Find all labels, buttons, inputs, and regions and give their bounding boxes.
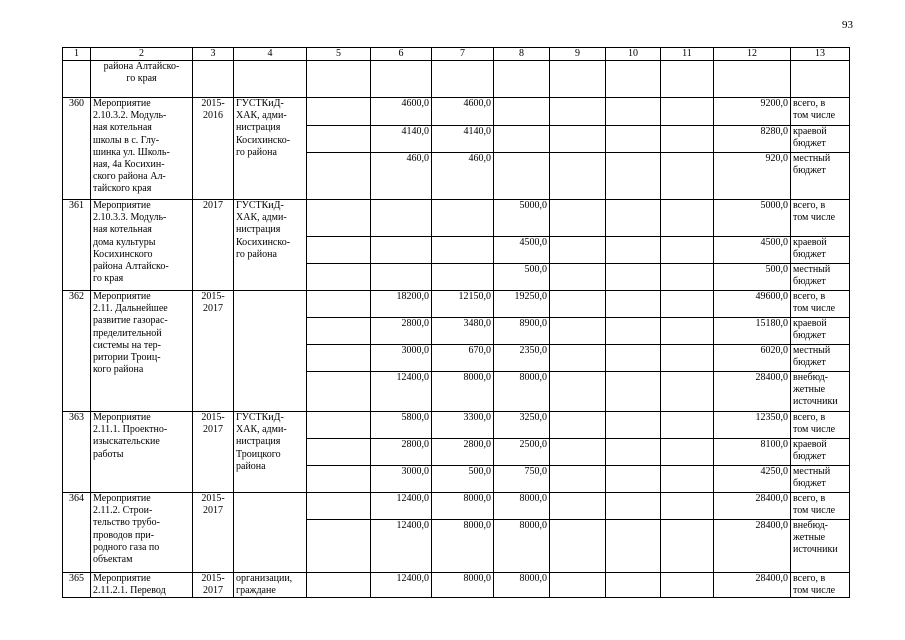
cell-col9 [550, 372, 606, 412]
cell-period: 2015- 2016 [193, 98, 234, 200]
column-header: 13 [791, 48, 850, 61]
cell-col11 [661, 98, 714, 126]
cell-period: 2015- 2017 [193, 412, 234, 493]
cell-col7 [432, 61, 494, 98]
cell-col5 [307, 345, 371, 372]
cell-col6: 12400,0 [371, 372, 432, 412]
cell-col12: 5000,0 [714, 200, 791, 237]
cell-col10 [606, 200, 661, 237]
cell-col7 [432, 200, 494, 237]
cell-funding-source: краевой бюджет [791, 237, 850, 264]
cell-col10 [606, 98, 661, 126]
cell-col11 [661, 153, 714, 200]
cell-executor [234, 291, 307, 412]
column-header: 12 [714, 48, 791, 61]
cell-col12 [714, 61, 791, 98]
cell-number: 365 [63, 573, 91, 598]
cell-col5 [307, 318, 371, 345]
cell-executor [234, 493, 307, 573]
cell-col7: 8000,0 [432, 372, 494, 412]
cell-col6: 2800,0 [371, 318, 432, 345]
cell-col11 [661, 318, 714, 345]
cell-col9 [550, 412, 606, 439]
cell-col12: 28400,0 [714, 520, 791, 573]
cell-executor: ГУСТКиД- ХАК, адми- нистрация Косихинско- го района [234, 98, 307, 200]
cell-name: района Алтайско- го края [91, 61, 193, 98]
cell-number: 362 [63, 291, 91, 412]
cell-col10 [606, 291, 661, 318]
cell-col9 [550, 520, 606, 573]
cell-col9 [550, 318, 606, 345]
cell-col6: 2800,0 [371, 439, 432, 466]
cell-funding-source: всего, в том числе [791, 200, 850, 237]
cell-col5 [307, 372, 371, 412]
cell-funding-source: краевой бюджет [791, 439, 850, 466]
cell-col7: 12150,0 [432, 291, 494, 318]
continuation-row [63, 61, 850, 98]
cell-col12: 28400,0 [714, 493, 791, 520]
cell-col12: 28400,0 [714, 573, 791, 598]
cell-col6: 3000,0 [371, 466, 432, 493]
cell-col10 [606, 318, 661, 345]
cell-col5 [307, 573, 371, 598]
cell-funding-source: краевой бюджет [791, 126, 850, 153]
cell-col6: 12400,0 [371, 520, 432, 573]
cell-col10 [606, 153, 661, 200]
column-header-row [63, 48, 850, 61]
cell-number: 361 [63, 200, 91, 291]
cell-number [63, 61, 91, 98]
column-header: 9 [550, 48, 606, 61]
cell-col11 [661, 573, 714, 598]
cell-col12: 4500,0 [714, 237, 791, 264]
cell-executor: ГУСТКиД- ХАК, адми- нистрация Косихинско- го района [234, 200, 307, 291]
table-row [63, 98, 850, 126]
cell-executor: ГУСТКиД- ХАК, адми- нистрация Троицкого района [234, 412, 307, 493]
column-header: 2 [91, 48, 193, 61]
cell-name: Мероприятие 2.11.2.1. Перевод [91, 573, 193, 598]
cell-funding-source: всего, в том числе [791, 412, 850, 439]
cell-col8: 8000,0 [494, 493, 550, 520]
cell-col12: 12350,0 [714, 412, 791, 439]
column-header: 6 [371, 48, 432, 61]
cell-col10 [606, 520, 661, 573]
cell-col5 [307, 264, 371, 291]
cell-col6: 460,0 [371, 153, 432, 200]
cell-number: 360 [63, 98, 91, 200]
cell-col9 [550, 237, 606, 264]
cell-col10 [606, 237, 661, 264]
cell-period: 2017 [193, 200, 234, 291]
cell-col12: 4250,0 [714, 466, 791, 493]
cell-col9 [550, 466, 606, 493]
cell-col9 [550, 264, 606, 291]
cell-col11 [661, 126, 714, 153]
page-number: 93 [842, 19, 853, 31]
cell-col5 [307, 200, 371, 237]
cell-col12: 49600,0 [714, 291, 791, 318]
cell-funding-source: краевой бюджет [791, 318, 850, 345]
cell-col11 [661, 466, 714, 493]
cell-col10 [606, 372, 661, 412]
cell-col11 [661, 237, 714, 264]
cell-col10 [606, 264, 661, 291]
cell-col11 [661, 520, 714, 573]
table-row [63, 291, 850, 318]
cell-col9 [550, 291, 606, 318]
cell-col7: 670,0 [432, 345, 494, 372]
cell-col6: 3000,0 [371, 345, 432, 372]
cell-funding-source: всего, в том числе [791, 98, 850, 126]
cell-col8: 3250,0 [494, 412, 550, 439]
column-header: 1 [63, 48, 91, 61]
cell-col10 [606, 345, 661, 372]
cell-funding-source: местный бюджет [791, 466, 850, 493]
cell-col9 [550, 200, 606, 237]
cell-col12: 6020,0 [714, 345, 791, 372]
cell-col9 [550, 345, 606, 372]
cell-col8: 8900,0 [494, 318, 550, 345]
cell-funding-source: внебюд- жетные источники [791, 520, 850, 573]
cell-col7 [432, 264, 494, 291]
cell-col5 [307, 439, 371, 466]
cell-col5 [307, 291, 371, 318]
cell-col6: 18200,0 [371, 291, 432, 318]
cell-funding-source: местный бюджет [791, 345, 850, 372]
cell-col11 [661, 61, 714, 98]
cell-col12: 500,0 [714, 264, 791, 291]
cell-col8: 4500,0 [494, 237, 550, 264]
cell-col8 [494, 153, 550, 200]
cell-executor [234, 61, 307, 98]
table-row [63, 573, 850, 598]
table-row [63, 200, 850, 237]
cell-col12: 28400,0 [714, 372, 791, 412]
cell-col7: 8000,0 [432, 493, 494, 520]
table-row [63, 412, 850, 439]
column-header: 3 [193, 48, 234, 61]
cell-col6: 12400,0 [371, 573, 432, 598]
cell-number: 364 [63, 493, 91, 573]
cell-col6 [371, 61, 432, 98]
cell-col11 [661, 264, 714, 291]
cell-funding-source: местный бюджет [791, 264, 850, 291]
cell-col10 [606, 493, 661, 520]
column-header: 8 [494, 48, 550, 61]
cell-col5 [307, 493, 371, 520]
cell-period: 2015- 2017 [193, 573, 234, 598]
cell-col6 [371, 237, 432, 264]
cell-col6: 5800,0 [371, 412, 432, 439]
cell-period [193, 61, 234, 98]
column-header: 11 [661, 48, 714, 61]
cell-col11 [661, 439, 714, 466]
cell-col9 [550, 439, 606, 466]
cell-col11 [661, 412, 714, 439]
cell-col6: 12400,0 [371, 493, 432, 520]
column-header: 10 [606, 48, 661, 61]
cell-col7: 4140,0 [432, 126, 494, 153]
cell-col8: 500,0 [494, 264, 550, 291]
cell-col11 [661, 200, 714, 237]
budget-table [62, 47, 850, 598]
cell-name: Мероприятие 2.10.3.2. Модуль- ная котельная школы в с. Глу- шинка ул. Школь- ная, 4а Косихин- ского района Ал- тайского края [91, 98, 193, 200]
cell-col7: 2800,0 [432, 439, 494, 466]
cell-col5 [307, 126, 371, 153]
cell-number: 363 [63, 412, 91, 493]
cell-col8 [494, 98, 550, 126]
cell-col12: 9200,0 [714, 98, 791, 126]
cell-col8: 2500,0 [494, 439, 550, 466]
cell-col6: 4140,0 [371, 126, 432, 153]
cell-col11 [661, 345, 714, 372]
cell-col7: 500,0 [432, 466, 494, 493]
cell-col8: 5000,0 [494, 200, 550, 237]
cell-col9 [550, 493, 606, 520]
cell-funding-source: внебюд- жетные источники [791, 372, 850, 412]
cell-name: Мероприятие 2.11. Дальнейшее развитие газорас- пределительной системы на тер- ритории Троиц- кого района [91, 291, 193, 412]
cell-col11 [661, 372, 714, 412]
cell-period: 2015- 2017 [193, 493, 234, 573]
cell-col7: 8000,0 [432, 573, 494, 598]
cell-funding-source: всего, в том числе [791, 493, 850, 520]
cell-col10 [606, 412, 661, 439]
cell-funding-source: всего, в том числе [791, 291, 850, 318]
cell-col9 [550, 61, 606, 98]
cell-col8: 2350,0 [494, 345, 550, 372]
cell-col11 [661, 493, 714, 520]
cell-col11 [661, 291, 714, 318]
cell-col7: 3480,0 [432, 318, 494, 345]
cell-col8: 8000,0 [494, 520, 550, 573]
column-header: 5 [307, 48, 371, 61]
cell-col8 [494, 126, 550, 153]
cell-col10 [606, 573, 661, 598]
cell-col8: 8000,0 [494, 573, 550, 598]
cell-col8 [494, 61, 550, 98]
cell-col5 [307, 412, 371, 439]
cell-col8: 750,0 [494, 466, 550, 493]
cell-period: 2015- 2017 [193, 291, 234, 412]
cell-col12: 8100,0 [714, 439, 791, 466]
cell-col9 [550, 126, 606, 153]
cell-col5 [307, 61, 371, 98]
cell-col12: 15180,0 [714, 318, 791, 345]
cell-col13 [791, 61, 850, 98]
cell-col6 [371, 264, 432, 291]
cell-name: Мероприятие 2.11.1. Проектно- изыскательские работы [91, 412, 193, 493]
cell-col10 [606, 126, 661, 153]
column-header: 4 [234, 48, 307, 61]
cell-col12: 8280,0 [714, 126, 791, 153]
cell-col7: 4600,0 [432, 98, 494, 126]
cell-funding-source: всего, в том числе [791, 573, 850, 598]
cell-col7 [432, 237, 494, 264]
cell-col6 [371, 200, 432, 237]
cell-col5 [307, 98, 371, 126]
cell-col10 [606, 439, 661, 466]
cell-col8: 8000,0 [494, 372, 550, 412]
cell-name: Мероприятие 2.11.2. Строи- тельство трубо- проводов при- родного газа по объектам [91, 493, 193, 573]
cell-col10 [606, 61, 661, 98]
cell-col9 [550, 153, 606, 200]
cell-col9 [550, 573, 606, 598]
cell-col5 [307, 153, 371, 200]
cell-col8: 19250,0 [494, 291, 550, 318]
cell-funding-source: местный бюджет [791, 153, 850, 200]
cell-col7: 8000,0 [432, 520, 494, 573]
cell-col5 [307, 237, 371, 264]
cell-executor: организации, граждане [234, 573, 307, 598]
cell-col5 [307, 466, 371, 493]
cell-col7: 3300,0 [432, 412, 494, 439]
cell-col6: 4600,0 [371, 98, 432, 126]
cell-name: Мероприятие 2.10.3.3. Модуль- ная котельная дома культуры Косихинского района Алтайско- го края [91, 200, 193, 291]
cell-col12: 920,0 [714, 153, 791, 200]
column-header: 7 [432, 48, 494, 61]
cell-col5 [307, 520, 371, 573]
table-row [63, 493, 850, 520]
cell-col7: 460,0 [432, 153, 494, 200]
table-body [63, 48, 850, 598]
cell-col9 [550, 98, 606, 126]
cell-col10 [606, 466, 661, 493]
